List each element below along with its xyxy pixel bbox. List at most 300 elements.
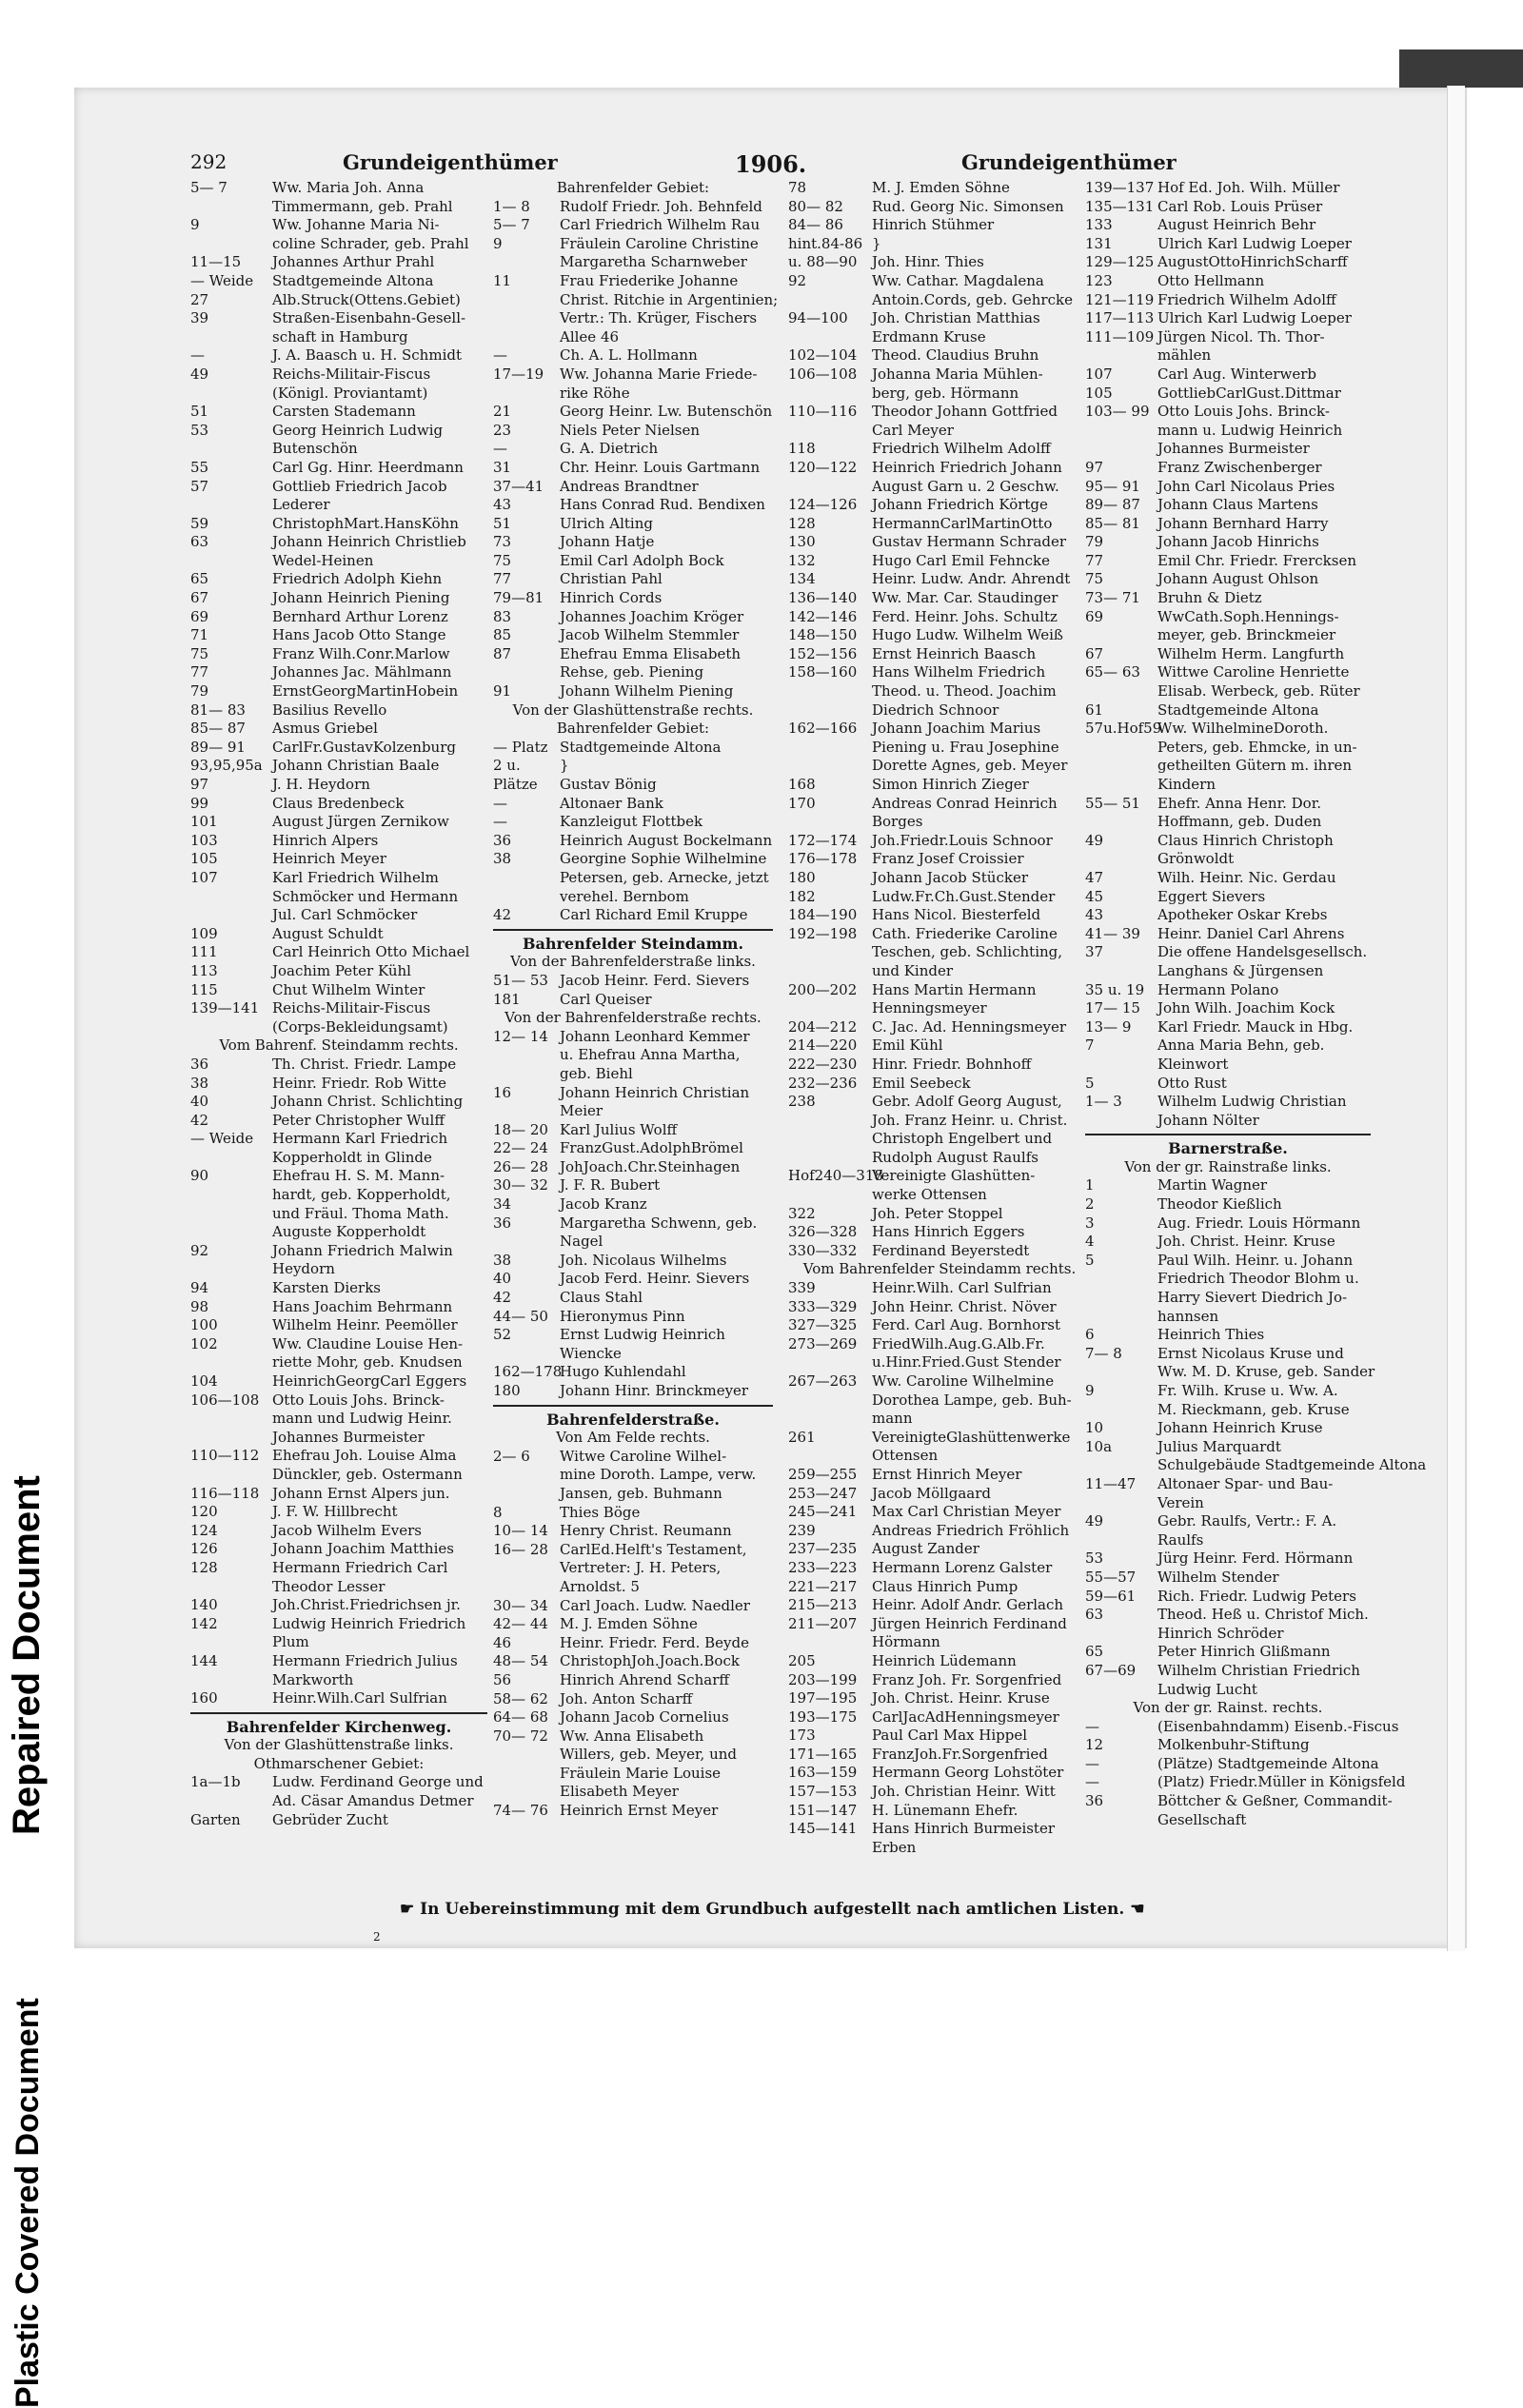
owner-name: Hermann Lorenz Galster — [872, 1558, 1053, 1576]
owner-name: Johann Joachim Marius — [872, 720, 1041, 738]
owner-row — [788, 291, 1091, 310]
house-number: 3 — [1085, 1214, 1095, 1232]
owner-name: geb. Biehl — [560, 1064, 633, 1082]
house-number: 5 — [1085, 1074, 1095, 1092]
house-number: — — [493, 794, 507, 812]
house-number: 41— 39 — [1085, 924, 1140, 942]
owner-row — [788, 1578, 1091, 1597]
owner-name: Claus Hinrich Pump — [872, 1577, 1019, 1595]
house-number — [788, 962, 872, 981]
owner-row — [190, 1260, 487, 1279]
house-number: 44— 50 — [493, 1307, 548, 1325]
owner-name: Straßen-Eisenbahn-Gesell- — [272, 309, 466, 327]
owner-name: Gebr. Adolf Georg August, — [872, 1093, 1062, 1111]
house-number — [493, 1783, 560, 1802]
owner-name: Karl Friedrich Wilhelm — [272, 868, 439, 886]
house-number: 4 — [1085, 1233, 1095, 1251]
owner-name: Ehefrau Emma Elisabeth — [560, 644, 742, 662]
owner-row — [788, 346, 1091, 365]
house-number: 129—125 — [1085, 253, 1155, 271]
house-number — [190, 1792, 272, 1811]
owner-row — [493, 813, 773, 832]
house-number: 111 — [190, 943, 218, 961]
house-number: 151—147 — [788, 1801, 858, 1819]
owner-row — [1085, 608, 1371, 627]
owner-name: Hieronymus Pinn — [560, 1307, 685, 1325]
owner-row — [190, 478, 487, 497]
house-number — [788, 999, 872, 1018]
owner-row — [788, 1410, 1091, 1429]
house-number — [493, 1233, 560, 1252]
owner-name: ErnstGeorgMartinHobein — [272, 682, 459, 701]
owner-name: Theodor Lesser — [272, 1577, 386, 1595]
house-number: 106—108 — [190, 1391, 260, 1409]
owner-name: Dünckler, geb. Ostermann — [272, 1465, 463, 1483]
owner-name: getheilten Gütern m. ihren — [1157, 757, 1353, 775]
house-number: 77 — [1085, 551, 1104, 569]
owner-name: Joh. Peter Stoppel — [872, 1204, 1003, 1222]
house-number — [190, 1223, 272, 1242]
house-number: 89— 91 — [190, 738, 246, 756]
owner-row — [788, 1223, 1091, 1242]
owner-name: meyer, geb. Brinckmeier — [1157, 626, 1336, 644]
owner-name: Johann Christ. Schlichting — [272, 1093, 464, 1111]
owner-name: Ehefrau H. S. M. Mann- — [272, 1167, 445, 1185]
house-number — [493, 1065, 560, 1084]
owner-name: John Wilh. Joachim Kock — [1157, 999, 1335, 1017]
owner-row — [190, 440, 487, 459]
owner-name: (Plätze) Stadtgemeinde Altona — [1157, 1754, 1379, 1772]
owner-name: Ww. Cathar. Magdalena — [872, 271, 1044, 289]
owner-name: Wedel-Heinen — [272, 551, 374, 569]
house-number: 23 — [493, 421, 512, 439]
house-number: 176—178 — [788, 850, 858, 868]
owner-row — [1085, 1643, 1371, 1662]
owner-row — [1085, 1475, 1371, 1494]
house-number: 1— 8 — [493, 197, 530, 215]
owner-name: Borges — [872, 813, 923, 831]
owner-row — [1085, 1754, 1379, 1774]
owner-name: mählen — [1157, 346, 1212, 365]
owner-row — [493, 888, 773, 907]
house-number: 163—159 — [788, 1764, 858, 1782]
owner-row — [788, 795, 1091, 814]
house-number: 116—118 — [190, 1484, 260, 1502]
owner-row — [1085, 1456, 1427, 1475]
owner-row — [190, 1298, 487, 1317]
house-number — [788, 328, 872, 347]
house-number: 113 — [190, 961, 218, 979]
owner-name: Willers, geb. Meyer, und — [560, 1746, 738, 1764]
owner-name: Hof Ed. Joh. Wilh. Müller — [1157, 179, 1340, 196]
owner-name: Hermann Polano — [1157, 980, 1279, 998]
house-number: 326—328 — [788, 1223, 858, 1241]
house-number: 52 — [493, 1326, 512, 1344]
house-number — [788, 291, 872, 310]
owner-name: Ww. Johanna Marie Friede- — [560, 365, 758, 383]
owner-name: Andreas Conrad Heinrich — [872, 794, 1058, 812]
owner-name: HeinrichGeorgCarl Eggers — [272, 1372, 467, 1390]
owner-name: Johann Nölter — [1157, 1111, 1259, 1129]
owner-name: Johann Jacob Hinrichs — [1157, 533, 1319, 551]
owner-name: Frau Friederike Johanne — [560, 271, 739, 289]
owner-name: Antoin.Cords, geb. Gehrcke — [872, 290, 1073, 308]
owner-row — [190, 1503, 487, 1522]
owner-row — [493, 1289, 773, 1308]
owner-row — [1085, 1681, 1371, 1700]
owner-name: Teschen, geb. Schlichting, — [872, 943, 1063, 961]
owner-name: Rudolf Friedr. Joh. Behnfeld — [560, 197, 762, 215]
owner-row — [788, 570, 1091, 589]
owner-name: CarlFr.GustavKolzenburg — [272, 738, 456, 756]
owner-row — [1085, 1036, 1371, 1056]
owner-row — [788, 962, 1091, 981]
owner-name: Ludw.Fr.Ch.Gust.Stender — [872, 887, 1056, 905]
owner-name: Chr. Heinr. Louis Gartmann — [560, 458, 761, 476]
house-number: 85 — [493, 626, 512, 644]
owner-row — [1085, 1717, 1399, 1737]
house-number: — — [493, 440, 507, 458]
house-number: 38 — [190, 1074, 209, 1092]
house-number — [493, 1746, 560, 1765]
owner-row — [190, 999, 487, 1018]
owner-name: Wilhelm Herm. Langfurth — [1157, 644, 1345, 662]
house-number — [493, 291, 560, 310]
house-number: 253—247 — [788, 1484, 858, 1502]
owner-name: G. A. Dietrich — [560, 440, 659, 458]
house-number: 180 — [788, 868, 816, 886]
owner-row — [1085, 272, 1371, 291]
owner-row — [1085, 663, 1371, 682]
owner-row — [190, 1075, 487, 1094]
owner-row — [493, 1363, 773, 1382]
owner-name: Auguste Kopperholdt — [272, 1223, 426, 1241]
house-number: 333—329 — [788, 1297, 858, 1315]
house-number — [788, 1130, 872, 1149]
section-label: Bahrenfelder Gebiet: — [556, 179, 710, 196]
owner-name: Nagel — [560, 1233, 603, 1251]
house-number: 97 — [190, 776, 209, 793]
owner-row — [190, 1223, 487, 1242]
owner-row — [493, 1690, 773, 1709]
house-number — [788, 943, 872, 962]
owner-name: Kleinwort — [1157, 1055, 1229, 1073]
owner-name: J. F. R. Bubert — [560, 1176, 661, 1194]
house-number: 57 — [190, 477, 209, 495]
owner-row — [190, 1018, 487, 1037]
owner-row — [788, 1075, 1091, 1094]
house-number — [493, 869, 560, 888]
house-number: 131 — [1085, 234, 1113, 252]
house-number: 63 — [1085, 1606, 1104, 1624]
house-number: 51— 53 — [493, 971, 548, 989]
owner-name: Gebr. Raulfs, Vertr.: F. A. — [1157, 1512, 1337, 1530]
house-number: 162—178 — [493, 1363, 563, 1381]
owner-name: John Heinr. Christ. Növer — [872, 1297, 1057, 1315]
owner-row — [1085, 365, 1371, 385]
owner-name: rike Röhe — [560, 384, 630, 402]
owner-name: Wilhelm Ludwig Christian — [1157, 1093, 1347, 1111]
owner-name: Johann Leonhard Kemmer — [560, 1027, 750, 1045]
house-number — [493, 1765, 560, 1784]
owner-name: Johann Ernst Alpers jun. — [272, 1484, 450, 1502]
house-number: 77 — [190, 663, 209, 681]
owner-name: Ludwig Heinrich Friedrich — [272, 1614, 466, 1632]
owner-name: C. Jac. Ad. Henningsmeyer — [872, 1017, 1067, 1036]
owner-name: Hans Joachim Behrmann — [272, 1297, 453, 1315]
owner-row — [1085, 1176, 1371, 1195]
owner-name: Joh. Christ. Heinr. Kruse — [872, 1689, 1050, 1707]
owner-name: John Carl Nicolaus Pries — [1157, 477, 1335, 495]
owner-name: Georg Heinrich Ludwig — [272, 421, 444, 439]
house-number — [190, 235, 272, 254]
owner-row — [493, 850, 773, 869]
owner-row — [1085, 626, 1371, 645]
sidebar — [0, 666, 55, 2408]
house-number: 58— 62 — [493, 1689, 548, 1707]
house-number: 10a — [1085, 1437, 1113, 1455]
owner-row — [493, 1252, 773, 1271]
owner-name: Carl Gg. Hinr. Heerdmann — [272, 458, 464, 476]
house-number: 106—108 — [788, 365, 858, 383]
owner-row — [1085, 776, 1371, 795]
owner-row — [190, 198, 487, 217]
house-number: 124—126 — [788, 496, 858, 514]
owner-name: Georg Heinr. Lw. Butenschön — [560, 403, 773, 421]
owner-row — [493, 478, 773, 497]
owner-name: Jacob Wilhelm Evers — [272, 1521, 423, 1539]
owner-name: Hinr. Friedr. Bohnhoff — [872, 1055, 1032, 1073]
house-number — [493, 1485, 560, 1504]
house-number: 73 — [493, 533, 512, 551]
house-number: 203—199 — [788, 1670, 858, 1688]
section-heading: Barnerstraße. — [1085, 1134, 1371, 1158]
owner-row — [190, 346, 487, 365]
house-number: 57u.Hof59 — [1085, 720, 1162, 738]
house-number: 5— 7 — [190, 179, 227, 196]
owner-row — [493, 570, 773, 589]
owner-name: Ludwig Lucht — [1157, 1680, 1257, 1698]
house-number: 245—241 — [788, 1503, 858, 1521]
owner-name: Schmöcker und Hermann — [272, 887, 459, 905]
owner-row — [788, 1466, 1091, 1485]
owner-row — [1085, 1811, 1371, 1830]
house-number: 322 — [788, 1204, 816, 1222]
owner-row — [190, 626, 487, 645]
owner-name: Joh.Friedr.Louis Schnoor — [872, 831, 1053, 849]
owner-name: Carl Joach. Ludw. Naedler — [560, 1596, 750, 1614]
owner-row — [190, 813, 487, 832]
owner-row — [190, 1353, 487, 1372]
owner-row — [788, 198, 1091, 217]
owner-name: mann — [872, 1410, 913, 1428]
owner-row — [190, 385, 487, 404]
owner-name: Joh. Franz Heinr. u. Christ. — [872, 1111, 1068, 1129]
owner-row — [493, 972, 773, 991]
owner-name: Heinr. Friedr. Ferd. Beyde — [560, 1633, 750, 1651]
owner-row — [1085, 552, 1371, 571]
house-number: 47 — [1085, 868, 1104, 886]
house-number: 18— 20 — [493, 1120, 548, 1138]
house-number — [493, 1466, 560, 1485]
owner-name: Heinr. Adolf Andr. Gerlach — [872, 1596, 1064, 1614]
owner-row — [190, 496, 487, 515]
page-number: 292 — [190, 150, 227, 173]
owner-row — [190, 179, 487, 198]
owner-row — [1085, 1252, 1371, 1271]
owner-name: Rudolph August Raulfs — [872, 1148, 1038, 1166]
owner-name: Joh. Hinr. Thies — [872, 253, 984, 271]
owner-name: Stadtgemeinde Altona — [560, 738, 722, 756]
owner-row — [1085, 198, 1371, 217]
owner-name: Eggert Sievers — [1157, 887, 1266, 905]
owner-name: Ottensen — [872, 1447, 939, 1465]
house-number — [788, 1633, 872, 1652]
house-number: — — [1085, 1717, 1099, 1735]
owner-row — [1085, 1549, 1371, 1569]
owner-row — [1085, 216, 1371, 235]
owner-row — [493, 1615, 773, 1634]
owner-name: Cath. Friederike Caroline — [872, 924, 1058, 942]
owner-row — [190, 1447, 487, 1466]
owner-row — [1085, 1401, 1371, 1420]
owner-row — [1085, 589, 1371, 608]
owner-name: mann u. Ludwig Heinrich — [1157, 421, 1343, 439]
owner-row — [1085, 253, 1371, 272]
house-number: 120 — [190, 1503, 218, 1521]
owner-name: Ludw. Ferdinand George und — [272, 1773, 484, 1791]
house-number: 27 — [190, 290, 209, 308]
owner-row — [1085, 385, 1371, 404]
owner-row — [788, 925, 1091, 944]
owner-name: Johannes Jac. Mählmann — [272, 663, 452, 681]
owner-name: Julius Marquardt — [1157, 1437, 1281, 1455]
owner-row — [788, 1802, 1091, 1821]
owner-row — [190, 291, 487, 310]
owner-name: Wilhelm Stender — [1157, 1568, 1279, 1586]
owner-row — [493, 198, 773, 217]
house-number: 105 — [1085, 384, 1113, 402]
section-heading: Bahrenfelderstraße. — [493, 1405, 773, 1430]
house-number: 53 — [1085, 1549, 1104, 1568]
house-number — [788, 422, 872, 441]
owner-name: Schulgebäude Stadtgemeinde Altona — [1157, 1456, 1427, 1474]
house-number: 100 — [190, 1316, 218, 1334]
house-number — [1085, 1363, 1157, 1382]
owner-name: Hans Jacob Otto Stange — [272, 626, 446, 644]
owner-row — [788, 1447, 1091, 1466]
house-number: 168 — [788, 776, 816, 793]
column-3 — [788, 179, 1091, 1857]
house-number: 75 — [1085, 570, 1104, 588]
house-number: 30— 34 — [493, 1596, 548, 1614]
house-number: 214—220 — [788, 1036, 858, 1055]
house-number — [788, 739, 872, 758]
owner-name: Dorette Agnes, geb. Meyer — [872, 757, 1068, 775]
owner-row — [788, 1429, 1091, 1448]
owner-row — [1085, 570, 1371, 589]
owner-name: Emil Seebeck — [872, 1074, 971, 1092]
house-number: 115 — [190, 980, 218, 998]
owner-name: Franz Josef Croissier — [872, 850, 1024, 868]
owner-name: Emil Carl Adolph Bock — [560, 551, 724, 569]
owner-row — [190, 795, 487, 814]
house-number: 87 — [493, 644, 512, 662]
owner-row — [493, 1559, 773, 1578]
house-number: 239 — [788, 1521, 816, 1539]
owner-name: coline Schrader, geb. Prahl — [272, 234, 469, 252]
owner-name: Johann Christian Baale — [272, 757, 440, 775]
owner-name: Carl Friedrich Wilhelm Rau — [560, 216, 761, 234]
house-number: 132 — [788, 551, 816, 569]
house-number: 192—198 — [788, 924, 858, 942]
house-number: 92 — [788, 271, 807, 289]
owner-name: AugustOttoHinrichScharff — [1157, 253, 1348, 271]
owner-row — [788, 1559, 1091, 1578]
house-number: 36 — [1085, 1792, 1104, 1810]
owner-name: Jacob Möllgaard — [872, 1484, 992, 1502]
house-number — [788, 385, 872, 404]
owner-name: J. A. Baasch u. H. Schmidt — [272, 346, 462, 365]
owner-name: Hinrich Ahrend Scharff — [560, 1670, 730, 1688]
owner-name: Carl Aug. Winterwerb — [1157, 365, 1316, 383]
owner-name: Erben — [872, 1838, 917, 1856]
owner-name: Heinrich Meyer — [272, 850, 386, 868]
owner-name: Erdmann Kruse — [872, 327, 986, 345]
owner-name: Ernst Hinrich Meyer — [872, 1465, 1022, 1483]
owner-name: Christ. Ritchie in Argentinien; — [560, 290, 779, 308]
owner-row — [788, 981, 1091, 1000]
house-number: — Weide — [190, 1130, 254, 1148]
owner-name: Bernhard Arthur Lorenz — [272, 607, 448, 625]
house-number — [1085, 626, 1157, 645]
owner-row — [493, 1158, 773, 1177]
owner-name: Johannes Burmeister — [1157, 440, 1310, 458]
owner-row — [1085, 1308, 1371, 1327]
owner-row — [788, 422, 1091, 441]
house-number: 237—235 — [788, 1540, 858, 1558]
house-number: 5— 7 — [493, 216, 530, 234]
owner-row — [788, 1205, 1091, 1224]
owner-name: Joh.Christ.Friedrichsen jr. — [272, 1596, 461, 1614]
house-number — [493, 1345, 560, 1364]
column-1 — [190, 179, 487, 1829]
owner-name: Heinrich Thies — [1157, 1326, 1265, 1344]
owner-row — [1085, 981, 1371, 1000]
owner-row — [1085, 1438, 1371, 1457]
owner-name: mine Doroth. Lampe, verw. — [560, 1466, 757, 1484]
owner-row — [1085, 1662, 1371, 1681]
owner-name: Hinrich Stühmer — [872, 216, 995, 234]
owner-name: Chut Wilhelm Winter — [272, 980, 425, 998]
owner-row — [1085, 291, 1371, 310]
owner-name: Wittwe Caroline Henriette — [1157, 663, 1350, 681]
owner-name: Alb.Struck(Ottens.Gebiet) — [272, 290, 461, 308]
owner-name: Hinrich Schröder — [1157, 1624, 1284, 1642]
owner-name: Friedrich Wilhelm Adolff — [872, 440, 1051, 458]
house-number: 5 — [1085, 1251, 1095, 1269]
owner-name: Joachim Peter Kühl — [272, 961, 411, 979]
house-number: 173 — [788, 1727, 816, 1745]
house-number: — — [493, 813, 507, 831]
owner-row — [1085, 179, 1371, 198]
house-number: 85— 81 — [1085, 514, 1140, 532]
house-number: 89— 87 — [1085, 496, 1140, 514]
owner-name: Heinr. Daniel Carl Ahrens — [1157, 924, 1345, 942]
house-number — [493, 663, 560, 682]
house-number: 79—81 — [493, 589, 544, 607]
owner-row — [493, 1504, 773, 1523]
